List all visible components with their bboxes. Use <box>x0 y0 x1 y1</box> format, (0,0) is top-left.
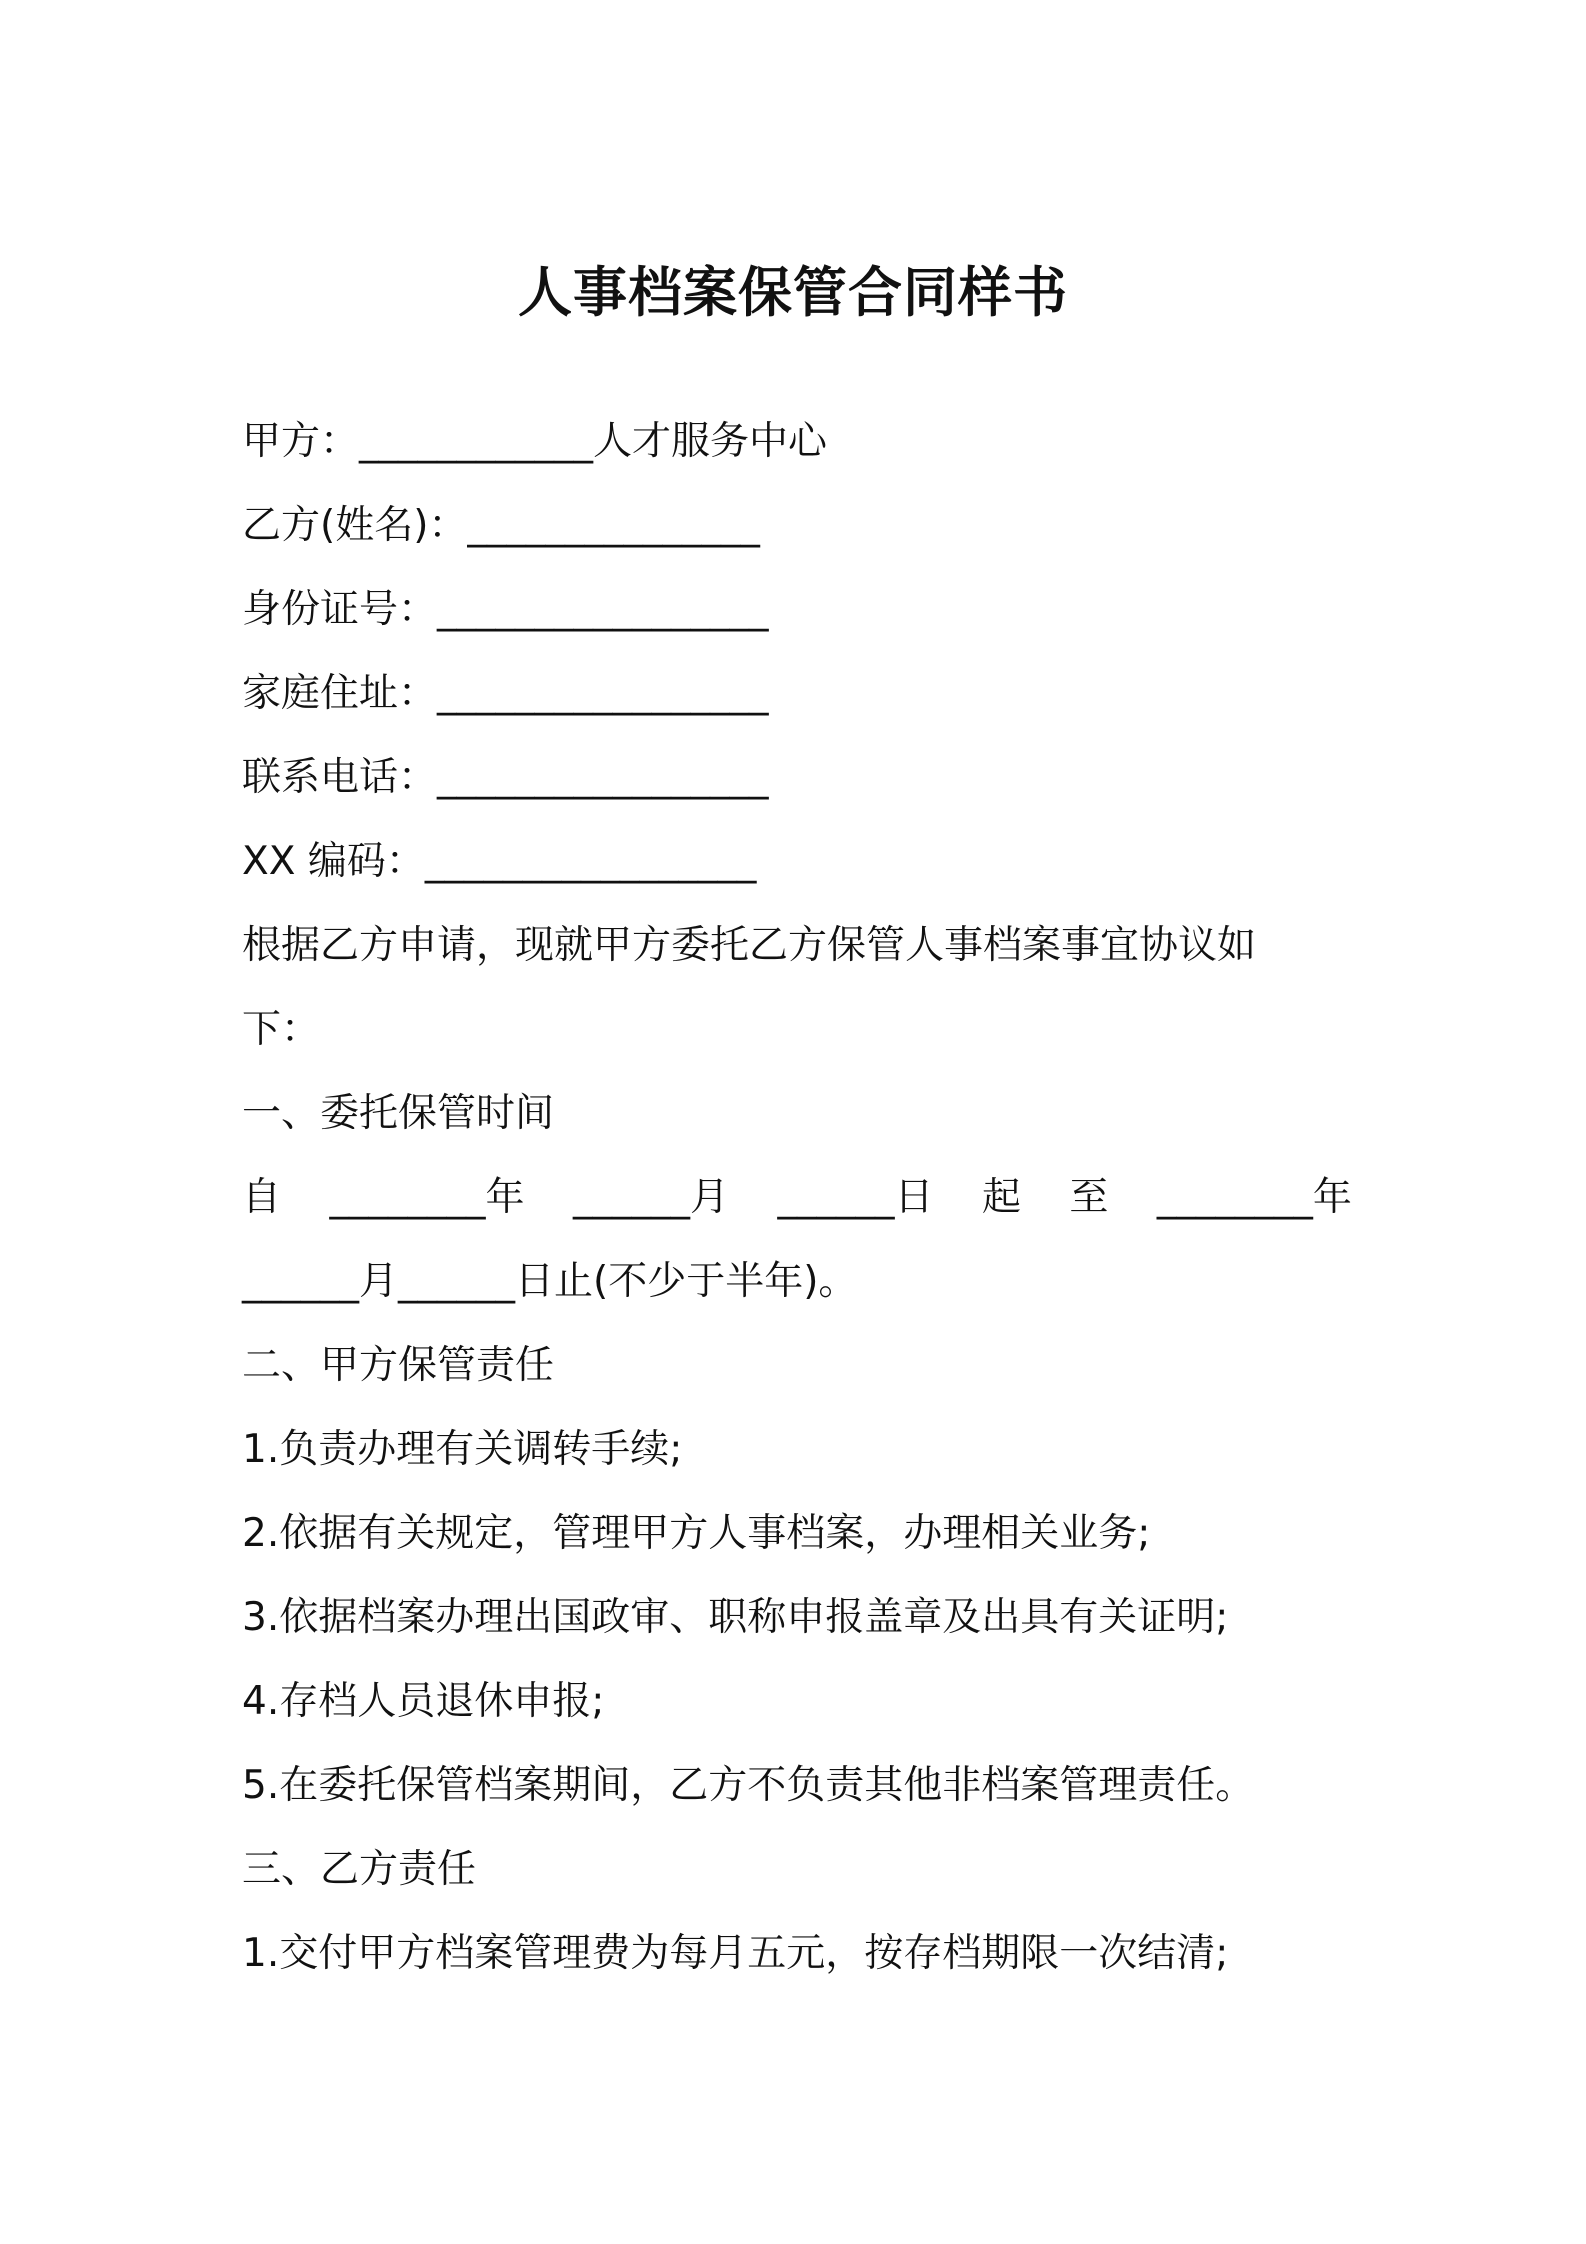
section-2-item: 1.负责办理有关调转手续; <box>242 1427 683 1472</box>
section-2-item: 4.存档人员退休申报; <box>242 1679 605 1724</box>
date-token-qi: 起 <box>981 1175 1021 1220</box>
field-party-b-name: 乙方(姓名)：_______________ <box>242 503 760 548</box>
intro-paragraph-line-2: 下： <box>242 1007 321 1052</box>
date-token-start-month: ______月 <box>572 1175 729 1220</box>
section-2-item: 5.在委托保管档案期间，乙方不负责其他非档案管理责任。 <box>242 1763 1255 1808</box>
section-3-item: 1.交付甲方档案管理费为每月五元，按存档期限一次结清; <box>242 1931 1229 1976</box>
section-2-heading: 二、甲方保管责任 <box>242 1343 555 1388</box>
field-home-address: 家庭住址：_________________ <box>242 671 769 716</box>
date-range-line-2: ______月______日止(不少于半年)。 <box>242 1259 858 1304</box>
date-token-zhi: 至 <box>1069 1175 1109 1220</box>
date-token-start-day: ______日 <box>777 1175 934 1220</box>
date-token-start-year: ________年 <box>329 1175 525 1220</box>
date-token-from: 自 <box>242 1175 282 1220</box>
field-code: XX 编码：_________________ <box>242 839 757 884</box>
document-title: 人事档案保管合同样书 <box>518 261 1068 324</box>
field-id-number: 身份证号：_________________ <box>242 587 769 632</box>
field-phone: 联系电话：_________________ <box>242 755 769 800</box>
date-range-line-1 <box>242 1170 1352 1226</box>
section-2-item: 2.依据有关规定，管理甲方人事档案，办理相关业务; <box>242 1511 1151 1556</box>
field-party-a: 甲方：____________人才服务中心 <box>242 419 828 464</box>
section-1-heading: 一、委托保管时间 <box>242 1091 555 1136</box>
date-token-end-year: ________年 <box>1156 1175 1352 1220</box>
section-2-item: 3.依据档案办理出国政审、职称申报盖章及出具有关证明; <box>242 1595 1229 1640</box>
intro-paragraph-line-1: 根据乙方申请，现就甲方委托乙方保管人事档案事宜协议如 <box>242 923 1257 968</box>
section-3-heading: 三、乙方责任 <box>242 1847 477 1892</box>
